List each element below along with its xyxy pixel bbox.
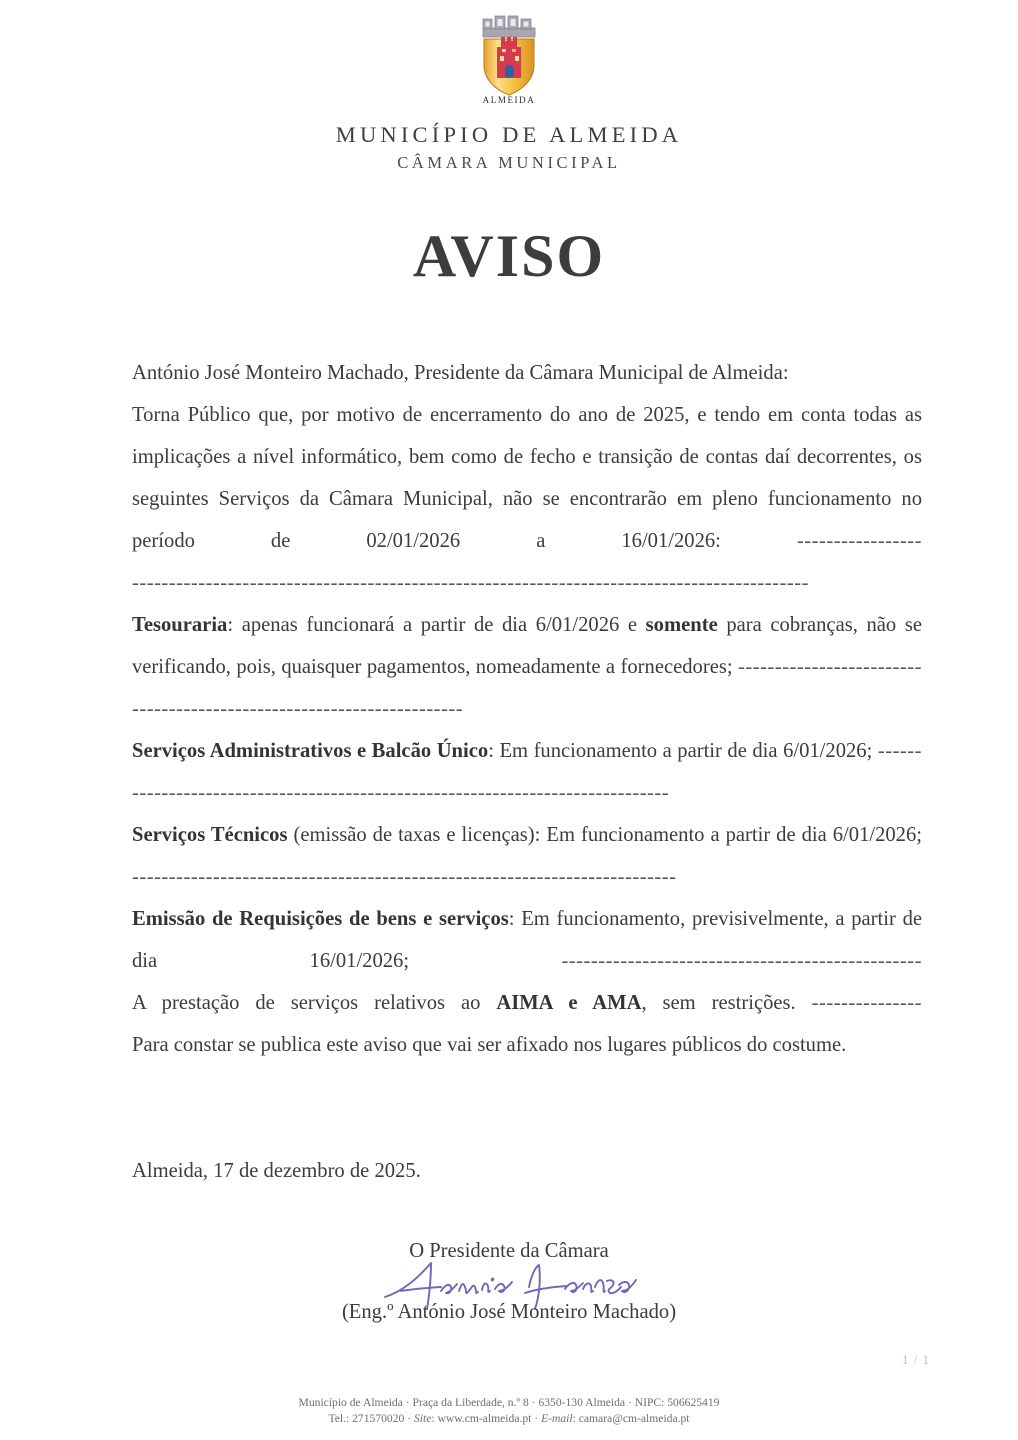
document-footer	[0, 1395, 1018, 1426]
document-header	[0, 0, 1018, 173]
section-text-a: : Em funcionamento a partir de dia 6/01/2026;	[488, 740, 878, 762]
intro-text: Torna Público que, por motivo de encerramento do ano de 2025, e tendo em conta todas as implicações a nível informático, bem como de fecho e transição de contas daí decorrentes, os seguintes Serviços da Câmara Municipal, não se encontrarão em pleno funcionamento no período de 02/01/2026 a 16/01/2026:	[132, 404, 922, 552]
department-name: CÂMARA MUNICIPAL	[397, 153, 621, 172]
footer-tel: 271570020	[352, 1411, 405, 1425]
section-dashes: ----------------------------------------------------------------------	[132, 656, 922, 720]
section-servicos-tecnicos	[132, 814, 922, 898]
document-body	[132, 352, 922, 1066]
aima-text-a: A prestação de serviços relativos ao	[132, 992, 497, 1014]
section-dashes: --------------------------------------------------------------------------	[132, 866, 677, 888]
signatory-name: (Eng.º António José Monteiro Machado)	[341, 1301, 677, 1323]
separator-row: --------------------------------------------------------------------------------------------	[132, 572, 809, 594]
paragraph-intro-2	[132, 394, 922, 562]
section-servicos-administrativos	[132, 730, 922, 814]
section-label-servicos-tecnicos: Serviços Técnicos	[132, 824, 288, 846]
organization-name: MUNICÍPIO DE ALMEIDA	[335, 122, 683, 147]
aima-dashes: ---------------	[811, 992, 922, 1014]
page-title: AVISO	[412, 223, 606, 289]
section-dashes: -------------------------------------------------	[561, 950, 922, 972]
paragraph-aima-ama	[132, 982, 922, 1024]
svg-text:ALMEIDA: ALMEIDA	[482, 95, 536, 105]
section-tesouraria	[132, 604, 922, 730]
section-label-emissao-requisicoes: Emissão de Requisições de bens e serviços	[132, 908, 509, 930]
footer-sep-1: ·	[404, 1411, 414, 1425]
paragraph-intro-1: António José Monteiro Machado, Presidente da Câmara Municipal de Almeida:	[132, 362, 789, 384]
section-emphasis: somente	[645, 614, 718, 636]
footer-site[interactable]: : www.cm-almeida.pt	[431, 1411, 532, 1425]
section-text-a: (emissão de taxas e licenças): Em funcionamento a partir de dia 6/01/2026;	[287, 824, 922, 846]
footer-email-label: E-mail	[541, 1411, 573, 1425]
aima-bold: AIMA e AMA	[496, 992, 642, 1014]
aima-text-b: , sem restrições.	[641, 992, 812, 1014]
footer-tel-label: Tel.:	[328, 1411, 353, 1425]
date-line: Almeida, 17 de dezembro de 2025.	[132, 1160, 421, 1182]
section-label-tesouraria: Tesouraria	[132, 614, 228, 636]
footer-site-label: Site	[413, 1411, 432, 1425]
coat-of-arms-icon	[470, 12, 548, 110]
section-emissao-requisicoes	[132, 898, 922, 982]
section-text-a: : apenas funcionará a partir de dia 6/01/2026 e	[227, 614, 646, 636]
section-text-a: : Em funcionamento, previsivelmente, a partir de dia 16/01/2026;	[132, 908, 923, 972]
paragraph-closing: Para constar se publica este aviso que vai ser afixado nos lugares públicos do costume.	[132, 1034, 847, 1056]
footer-email[interactable]: : camara@cm-almeida.pt	[572, 1411, 690, 1425]
footer-address: Município de Almeida · Praça da Liberdade, n.º 8 · 6350-130 Almeida · NIPC: 506625419	[298, 1396, 720, 1409]
signature-title: O Presidente da Câmara	[409, 1240, 609, 1262]
footer-contacts	[0, 1411, 1018, 1427]
page-number: 1 / 1	[901, 1352, 930, 1367]
intro-dashes: -----------------	[796, 530, 922, 552]
section-dashes: -------------------------------------------------------------------------------	[132, 740, 923, 804]
section-label-servicos-administrativos: Serviços Administrativos e Balcão Único	[132, 740, 489, 762]
section-text-b: para cobranças, não se verificando, pois, quaisquer pagamentos, nomeadamente a fornecedores;	[132, 614, 922, 678]
footer-sep-2: ·	[531, 1411, 542, 1425]
signature-block	[0, 1240, 1018, 1324]
